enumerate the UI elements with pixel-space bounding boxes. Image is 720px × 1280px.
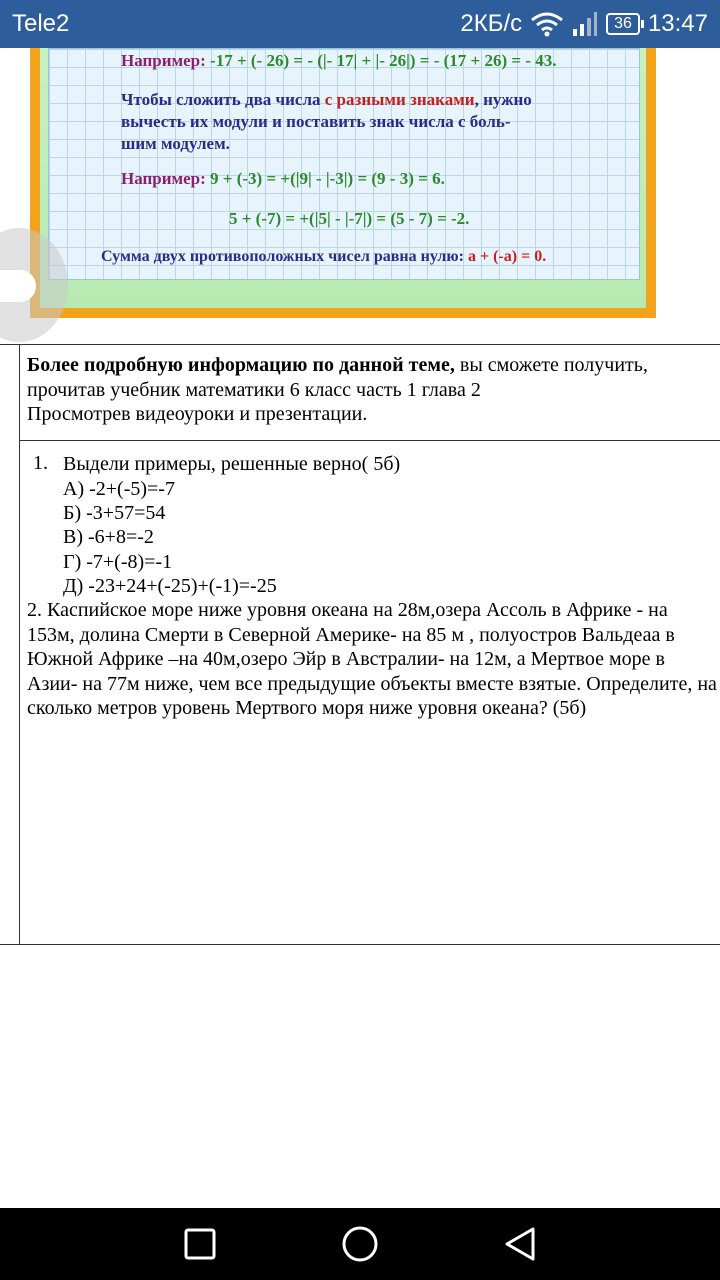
- rule-line1: [121, 90, 532, 110]
- home-button[interactable]: [340, 1224, 380, 1264]
- task2-text: 2. Каспийское море ниже уровня океана на 28м,озера Ассоль в Африке - на 153м, долина Смерти в Северной Америке- на 85 м , полуостров Вальдеаа в Южной Африке –на 40м,озеро Эйр в Австралии- на 12м, а Мертвое море в Азии- на 77м ниже, чем все предыдущие объекты вместе взятые. Определите, на сколько метров уровень Мертвого моря ниже уровня океана? (5б): [27, 599, 717, 719]
- table-bottom-border: [0, 944, 720, 945]
- circle-icon: [341, 1225, 379, 1263]
- task1-option-c: В) -6+8=-2: [63, 526, 154, 548]
- rule-line3: шим модулем.: [121, 134, 230, 153]
- status-right: [460, 8, 708, 40]
- info-bold: Более подробную информацию по данной теме,: [27, 354, 455, 376]
- section-divider: [20, 440, 720, 441]
- rule-text-part2: , нужно: [474, 90, 532, 109]
- info-line2: прочитав учебник математики 6 класс часть 1 глава 2: [27, 379, 481, 401]
- task1-title: Выдели примеры, решенные верно( 5б): [63, 453, 401, 475]
- task1-option-a: А) -2+(-5)=-7: [63, 478, 175, 500]
- triangle-back-icon: [502, 1226, 538, 1262]
- navigation-bar: [0, 1208, 720, 1280]
- network-speed: 2КБ/с: [460, 10, 523, 37]
- example2-formula: 9 + (-3) = +(|9| - |-3|) = (9 - 3) = 6.: [210, 169, 445, 188]
- sum-rule-formula: а + (-а) = 0.: [467, 248, 547, 265]
- carrier-name: Tele2: [12, 10, 70, 37]
- image-grid-paper: [48, 48, 640, 280]
- task1-number: 1.: [33, 452, 48, 474]
- side-slider-knob[interactable]: [0, 270, 36, 302]
- example1-label: Например:: [121, 51, 206, 70]
- sum-rule-text: Сумма двух противоположных чисел равна нулю:: [101, 248, 468, 265]
- image-green-frame: [40, 48, 646, 308]
- sum-rule-line: [101, 248, 546, 266]
- example2-line: [121, 169, 445, 189]
- square-icon: [183, 1227, 217, 1261]
- info-line1: [27, 353, 648, 377]
- recent-apps-button[interactable]: [180, 1224, 220, 1264]
- task1-option-b: Б) -3+57=54: [63, 502, 166, 524]
- table-top-border: [0, 344, 720, 345]
- example1-line: [121, 51, 557, 71]
- signal-icon: [572, 11, 598, 37]
- example2-label: Например:: [121, 169, 206, 188]
- clock: 13:47: [647, 10, 708, 37]
- rule-text-part1: Чтобы сложить два числа: [121, 90, 325, 109]
- rule-line2: вычесть их модули и поставить знак числа с боль-: [121, 112, 511, 131]
- textbook-image: [30, 48, 656, 318]
- info-line3: Просмотрев видеоуроки и презентации.: [27, 403, 368, 425]
- rule-highlight: с разными знаками: [324, 90, 475, 109]
- example3-formula: 5 + (-7) = +(|5| - |-7|) = (5 - 7) = -2.: [229, 209, 470, 228]
- table-left-border: [19, 344, 20, 944]
- back-button[interactable]: [500, 1224, 540, 1264]
- task1-option-e: Д) -23+24+(-25)+(-1)=-25: [63, 575, 277, 597]
- wifi-icon: [530, 11, 564, 37]
- task1-option-d: Г) -7+(-8)=-1: [63, 551, 173, 573]
- status-bar: [0, 0, 720, 48]
- example1-formula: -17 + (- 26) = - (|- 17| + |- 26|) = - (17 + 26) = - 43.: [210, 51, 557, 70]
- battery-icon: 36: [606, 13, 640, 35]
- info-rest: вы сможете получить,: [454, 354, 648, 376]
